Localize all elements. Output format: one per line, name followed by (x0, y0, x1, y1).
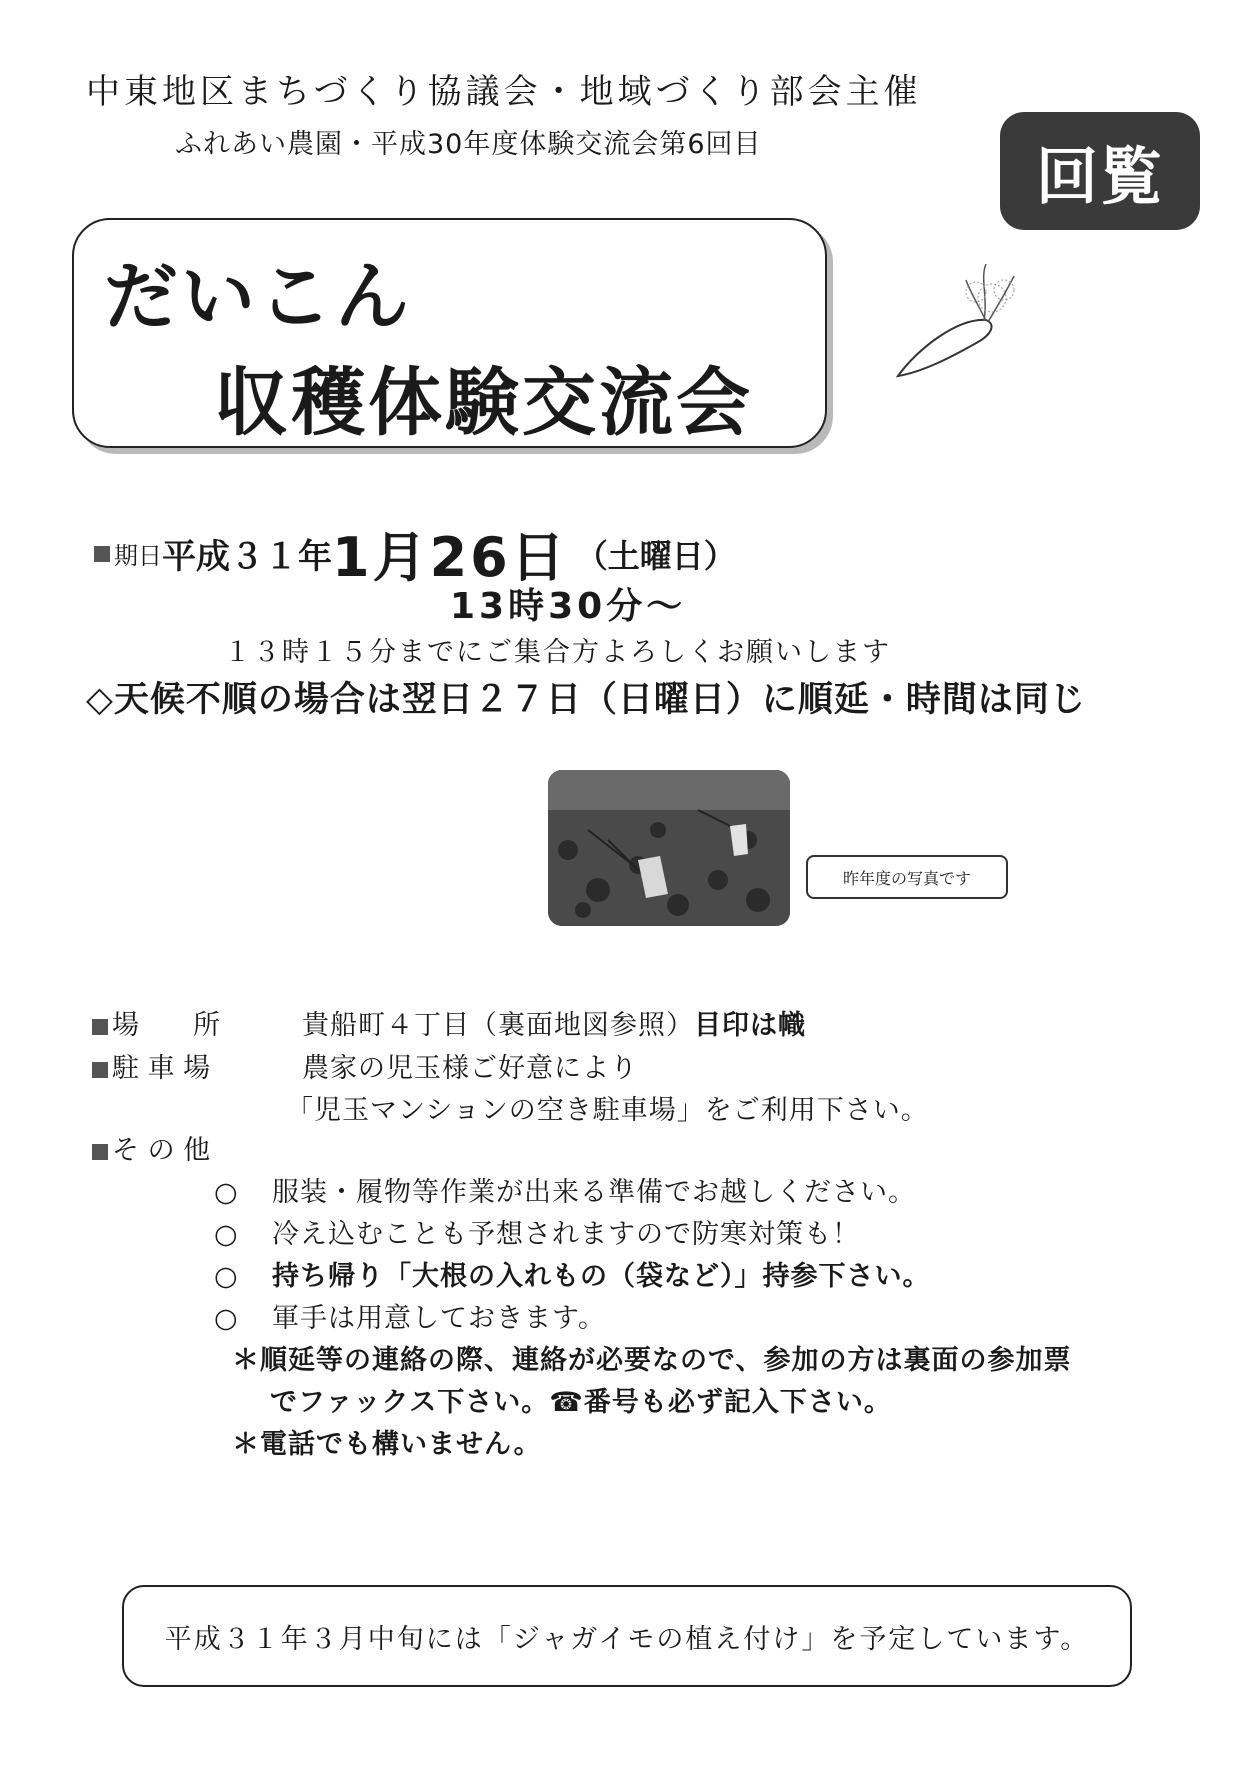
parking-value-2: 「児玉マンションの空き駐車場」をご利用下さい。 (286, 1095, 929, 1126)
place-label-row (92, 1003, 220, 1042)
daikon-icon (888, 258, 1018, 388)
date-weekday: （土曜日） (575, 536, 736, 575)
date-era: 平成３１年 (162, 537, 332, 577)
photo-caption: 昨年度の写真です (806, 855, 1008, 899)
place-value: 貴船町４丁目（裏面地図参照） (302, 1010, 694, 1041)
phone-note: ＊電話でも構いません。 (232, 1429, 542, 1460)
list-item-text: 服装・履物等作業が出来る準備でお越しください。 (272, 1177, 916, 1208)
place-landmark: 目印は幟 (694, 1010, 806, 1041)
circle-bullet-icon: ○ (214, 1219, 239, 1250)
list-item-text: 軍手は用意しておきます。 (272, 1303, 606, 1334)
place-label: 場 所 (112, 1010, 220, 1041)
announcement-text: 平成３１年３月中旬には「ジャガイモの植え付け」を予定しています。 (164, 1623, 1090, 1655)
place-value-row (302, 1003, 806, 1042)
other-label-row (92, 1128, 210, 1167)
circle-bullet-icon: ○ (214, 1303, 239, 1334)
gather-note: １３時１５分までにご集合方よろしくお願いします (224, 637, 891, 668)
last-year-photo (548, 770, 790, 926)
circle-bullet-icon: ○ (214, 1177, 239, 1208)
date-label: 期日 (114, 542, 162, 570)
event-time: 13時30分～ (450, 586, 687, 627)
square-bullet-icon (92, 1144, 108, 1160)
circle-bullet-icon: ○ (214, 1261, 239, 1292)
parking-label: 駐 車 場 (112, 1053, 211, 1084)
list-item (214, 1212, 860, 1251)
next-event-announcement (122, 1585, 1132, 1687)
list-item-text: 持ち帰り「大根の入れもの（袋など）」持参下さい。 (272, 1261, 931, 1292)
list-item (214, 1170, 916, 1209)
circulation-badge: 回覧 (1000, 112, 1200, 230)
title-line-2: 収穫体験交流会 (214, 360, 753, 446)
title-line-1: だいこん (104, 254, 412, 340)
event-subtitle: ふれあい農園・平成30年度体験交流会第6回目 (175, 129, 762, 160)
date-main: 1月26日 (332, 526, 568, 589)
square-bullet-icon (94, 546, 110, 562)
square-bullet-icon (92, 1019, 108, 1035)
other-label: そ の 他 (112, 1135, 211, 1166)
rain-postpone-note: ◇天候不順の場合は翌日２７日（日曜日）に順延・時間は同じ (86, 680, 1086, 720)
parking-value-1: 農家の児玉様ご好意により (302, 1053, 638, 1084)
list-item (214, 1254, 931, 1293)
organizer-heading: 中東地区まちづくり協議会・地域づくり部会主催 (86, 72, 922, 112)
contact-note-line-2: でファックス下さい。☎番号も必ず記入下さい。 (270, 1387, 892, 1418)
square-bullet-icon (92, 1062, 108, 1078)
list-item (214, 1296, 606, 1335)
contact-note-line-1: ＊順延等の連絡の際、連絡が必要なので、参加の方は裏面の参加票 (232, 1345, 1072, 1376)
list-item-text: 冷え込むことも予想されますので防寒対策も！ (272, 1219, 860, 1250)
parking-label-row (92, 1046, 210, 1085)
